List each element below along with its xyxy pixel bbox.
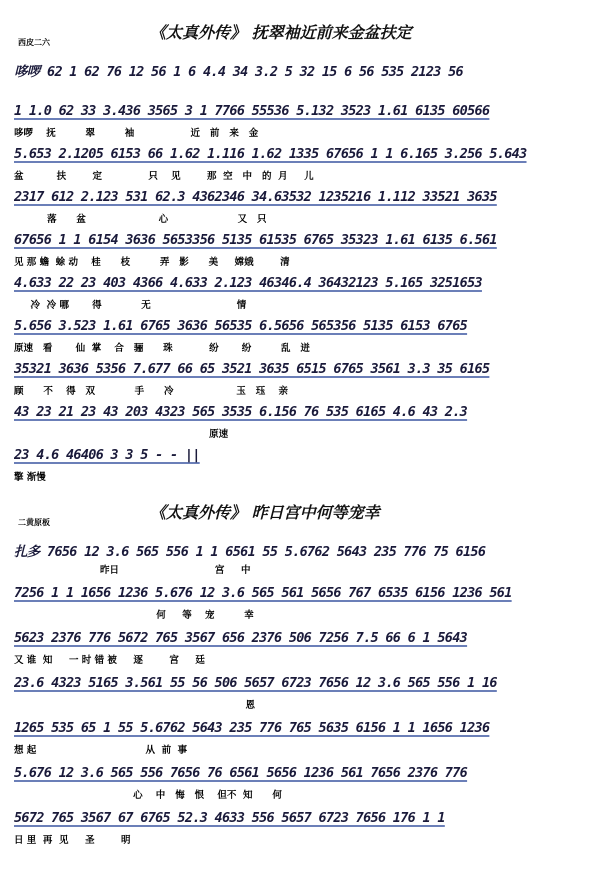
lyric-line: 昨日 宫 中: [14, 565, 251, 574]
section1-tempo-tag: 西皮二六: [18, 38, 50, 47]
notation-line: 扎多 7656 12 3.6 565 556 1 1 6561 55 5.6762 5643 235 776 75 6156: [14, 544, 486, 559]
notation-line: 23 4.6 46406 3 3 5 - - ||: [14, 447, 200, 463]
lyric-line: 心 中 悔 恨 但不 知 何: [14, 790, 282, 799]
lyric-line: 见 那 蟾 蜍 动 桂 枝 弄 影 美 嫦娥 清: [14, 257, 290, 266]
lyric-line: 盆 扶 定 只 见 那 空 中 的 月 儿: [14, 171, 314, 180]
lyric-line: 落 盆 心 又 只: [14, 214, 267, 223]
lyric-line: 又 谁 知 一 时 错 被 逐 宫 廷: [14, 655, 205, 664]
section2-title: 《太真外传》 昨日宫中何等宠幸: [150, 503, 380, 522]
lyric-line: 日 里 再 见 圣 明: [14, 835, 131, 844]
lyric-line: 何 等 宠 幸: [14, 610, 254, 619]
lyric-line: 顾 不 得 双 手 冷 玉 珏 亲: [14, 386, 289, 395]
lyric-line: 哆啰 抚 翠 袖 近 前 来 金: [14, 128, 259, 137]
lyric-line: [14, 82, 604, 94]
section2-tempo-tag: 二黄原板: [18, 518, 50, 527]
notation-line: 67656 1 1 6154 3636 5653356 5135 61535 6765 35323 1.61 6135 6.561: [14, 232, 497, 248]
lyric-line: 原速: [14, 429, 229, 438]
lyric-line: 想 起 从 前 事: [14, 745, 188, 754]
notation-line: 23.6 4323 5165 3.561 55 56 506 5657 6723 7656 12 3.6 565 556 1 16: [14, 675, 497, 691]
notation-line: 35321 3636 5356 7.677 66 65 3521 3635 6515 6765 3561 3.3 35 6165: [14, 361, 490, 377]
notation-line: 哆啰 62 1 62 76 12 56 1 6 4.4 34 3.2 5 32 15 6 56 535 2123 56: [14, 64, 463, 79]
notation-line: 1265 535 65 1 55 5.6762 5643 235 776 765 5635 6156 1 1 1656 1236: [14, 720, 490, 736]
notation-line: 5672 765 3567 67 6765 52.3 4633 556 5657 6723 7656 176 1 1: [14, 810, 445, 826]
lyric-line: 原速 看 仙 掌 合 骊 珠 纷 纷 乱 迸: [14, 343, 310, 352]
notation-line: 7256 1 1 1656 1236 5.676 12 3.6 565 561 5656 767 6535 6156 1236 561: [14, 585, 512, 601]
notation-line: 5.653 2.1205 6153 66 1.62 1.116 1.62 1335 67656 1 1 6.165 3.256 5.643: [14, 146, 527, 162]
notation-line: 5.656 3.523 1.61 6765 3636 56535 6.5656 565356 5135 6153 6765: [14, 318, 468, 334]
notation-line: 5.676 12 3.6 565 556 7656 76 6561 5656 1236 561 7656 2376 776: [14, 765, 468, 781]
notation-line: 5623 2376 776 5672 765 3567 656 2376 506 7256 7.5 66 6 1 5643: [14, 630, 468, 646]
lyric-line: 恩: [14, 700, 256, 709]
lyric-line: 冷 冷 哪 得 无 情: [14, 300, 247, 309]
notation-line: 43 23 21 23 43 203 4323 565 3535 6.156 76 535 6165 4.6 43 2.3: [14, 404, 468, 420]
notation-line: 1 1.0 62 33 3.436 3565 3 1 7766 55536 5.132 3523 1.61 6135 60566: [14, 103, 490, 119]
notation-line: 4.633 22 23 403 4366 4.633 2.123 46346.4 36432123 5.165 3251653: [14, 275, 482, 291]
lyric-line: 擎 渐慢: [14, 472, 46, 481]
notation-line: 2317 612 2.123 531 62.3 4362346 34.63532 1235216 1.112 33521 3635: [14, 189, 497, 205]
section1-title: 《太真外传》 抚翠袖近前来金盆扶定: [150, 23, 412, 42]
